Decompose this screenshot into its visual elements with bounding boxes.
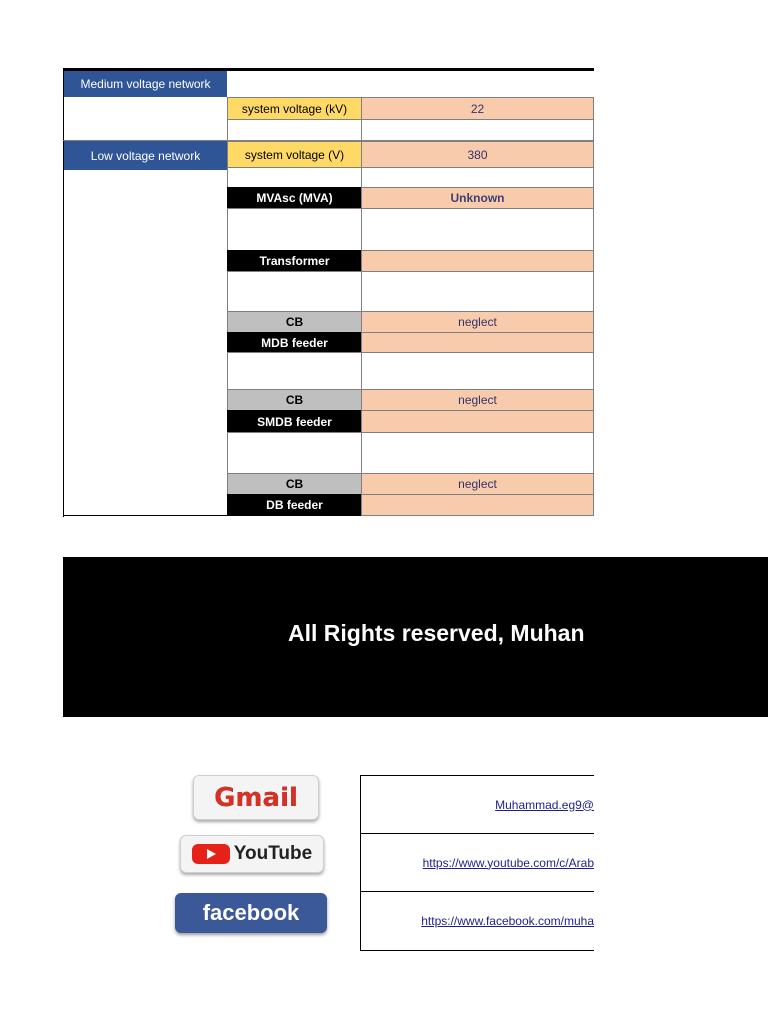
cb3-label: CB [227,473,362,495]
mv-system-voltage-value[interactable]: 22 [361,97,594,120]
cb2-value[interactable]: neglect [361,389,594,411]
mdb-feeder-value[interactable] [361,332,594,353]
empty-cell [361,352,594,390]
copyright-text-clip [63,557,594,717]
cb2-label: CB [227,389,362,411]
youtube-play-icon [192,844,230,864]
youtube-link[interactable]: https://www.youtube.com/c/Arab [422,855,594,870]
gmail-wordmark: Gmail [214,782,298,813]
empty-cell [361,432,594,474]
contact-links-table [360,775,594,951]
empty-cell [227,208,362,251]
mvasc-value[interactable]: Unknown [361,187,594,209]
empty-cell [361,271,594,312]
db-feeder-value[interactable] [361,494,594,516]
empty-cell [227,352,362,390]
copyright-text: All Rights reserved, Muhan [288,620,585,646]
empty-cell [227,167,362,188]
mdb-feeder-label: MDB feeder [227,332,362,353]
youtube-wordmark: YouTube [233,843,313,864]
lv-system-voltage-value[interactable]: 380 [361,141,594,168]
mv-system-voltage-label: system voltage (kV) [227,97,362,120]
db-feeder-label: DB feeder [227,494,362,516]
mvasc-label: MVAsc (MVA) [227,187,362,209]
empty-cell [227,119,362,141]
cb3-value[interactable]: neglect [361,473,594,495]
smdb-feeder-label: SMDB feeder [227,410,362,433]
transformer-label: Transformer [227,250,362,272]
medium-voltage-header: Medium voltage network [64,71,227,97]
transformer-value[interactable] [361,250,594,272]
gmail-link[interactable]: Muhammad.eg9@ [495,797,594,812]
empty-cell [361,119,594,141]
empty-cell [227,432,362,474]
links-bottom-border [360,950,594,951]
table-left-border [63,70,64,517]
facebook-logo[interactable] [175,893,327,933]
facebook-link[interactable]: https://www.facebook.com/muha [421,914,594,928]
empty-cell [361,167,594,188]
empty-cell [361,208,594,251]
youtube-logo[interactable] [180,835,324,873]
table-bottom-border [63,515,228,516]
cb1-value[interactable]: neglect [361,311,594,333]
cb1-label: CB [227,311,362,333]
smdb-feeder-value[interactable] [361,410,594,433]
lv-system-voltage-label: system voltage (V) [227,141,362,168]
empty-cell [227,271,362,312]
facebook-wordmark: facebook [202,900,300,925]
low-voltage-header: Low voltage network [64,141,227,170]
gmail-logo[interactable] [193,775,319,820]
